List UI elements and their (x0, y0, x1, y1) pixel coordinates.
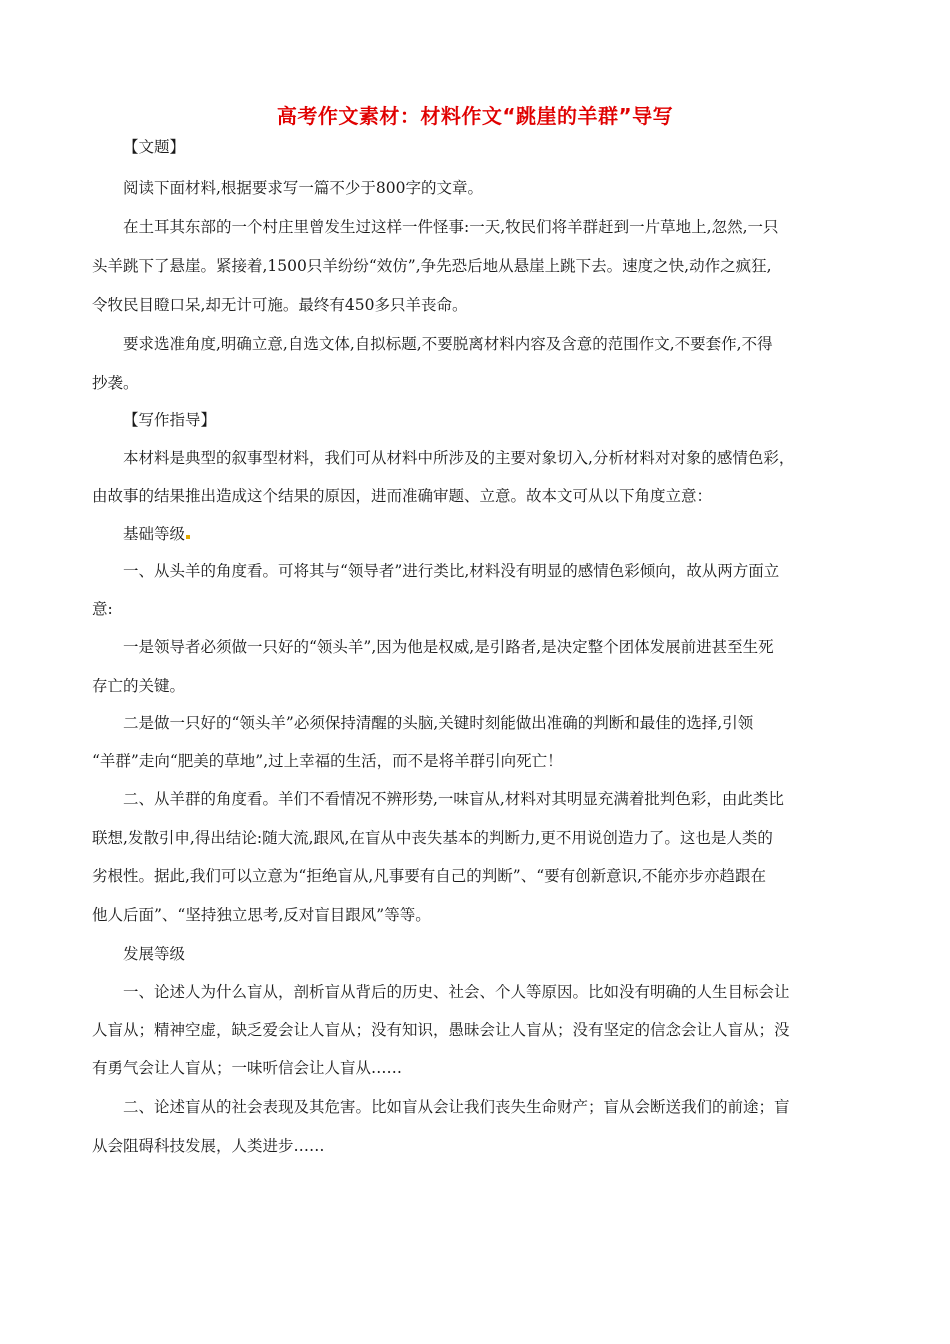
paragraph-line: 抄袭。 (92, 374, 139, 392)
paragraph-line: 令牧民目瞪口呆,却无计可施。最终有450多只羊丧命。 (92, 296, 468, 314)
section-heading-topic: 【文题】 (123, 138, 186, 156)
paragraph-line: 一、从头羊的角度看。可将其与“领导者”进行类比,材料没有明显的感情色彩倾向，故从两方面立 (123, 562, 780, 580)
paragraph-line: 二是做一只好的“领头羊”必须保持清醒的头脑,关键时刻能做出准确的判断和最佳的选择,引领 (123, 714, 754, 732)
level-heading-label: 基础等级 (123, 525, 186, 543)
paragraph-line: 头羊跳下了悬崖。紧接着,1500只羊纷纷“效仿”,争先恐后地从悬崖上跳下去。速度之快,动作之疯狂, (92, 257, 772, 275)
paragraph-line: 本材料是典型的叙事型材料，我们可从材料中所涉及的主要对象切入,分析材料对对象的感情色彩， (123, 449, 795, 467)
paragraph-line: 要求选准角度,明确立意,自选文体,自拟标题,不要脱离材料内容及含意的范围作文,不要套作,不得 (123, 335, 773, 353)
paragraph-line: 二、论述盲从的社会表现及其危害。比如盲从会让我们丧失生命财产；盲从会断送我们的前途；盲 (123, 1098, 790, 1116)
paragraph-line: 联想,发散引申,得出结论:随大流,跟风,在盲从中丧失基本的判断力,更不用说创造力了。这也是人类的 (92, 829, 773, 847)
paragraph-line: 由故事的结果推出造成这个结果的原因，进而准确审题、立意。故本文可从以下角度立意： (92, 487, 713, 505)
paragraph-line: 意: (92, 600, 113, 618)
level-heading-advanced: 发展等级 (123, 945, 186, 963)
paragraph-line: 二、从羊群的角度看。羊们不看情况不辨形势,一味盲从,材料对其明显充满着批判色彩，由此类比 (123, 790, 784, 808)
paragraph-line: 有勇气会让人盲从；一味听信会让人盲从…… (92, 1059, 403, 1077)
paragraph-line: 阅读下面材料,根据要求写一篇不少于800字的文章。 (123, 179, 484, 197)
paragraph-line: 存亡的关键。 (92, 677, 186, 695)
paragraph-line: 一、论述人为什么盲从，剖析盲从背后的历史、社会、个人等原因。比如没有明确的人生目标会让 (123, 983, 790, 1001)
paragraph-line: 一是领导者必须做一只好的“领头羊”,因为他是权威,是引路者,是决定整个团体发展前进甚至生死 (123, 638, 774, 656)
paragraph-line: 人盲从；精神空虚，缺乏爱会让人盲从；没有知识，愚昧会让人盲从；没有坚定的信念会让人盲从；没 (92, 1021, 790, 1039)
paragraph-line: “羊群”走向“肥美的草地”,过上幸福的生活，而不是将羊群引向死亡！ (92, 752, 563, 770)
paragraph-line: 在土耳其东部的一个村庄里曾发生过这样一件怪事:一天,牧民们将羊群赶到一片草地上,忽然,一只 (123, 218, 779, 236)
paragraph-line: 从会阻碍科技发展，人类进步…… (92, 1137, 325, 1155)
paragraph-line: 劣根性。据此,我们可以立意为“拒绝盲从,凡事要有自己的判断”、“要有创新意识,不能亦步亦趋跟在 (92, 867, 767, 885)
level-heading-basic (123, 524, 190, 544)
document-title: 高考作文素材：材料作文“跳崖的羊群”导写 (276, 104, 674, 128)
paragraph-line: 他人后面”、“坚持独立思考,反对盲目跟风”等等。 (92, 906, 431, 924)
section-heading-guide: 【写作指导】 (123, 411, 217, 429)
marker-dot (186, 535, 190, 539)
